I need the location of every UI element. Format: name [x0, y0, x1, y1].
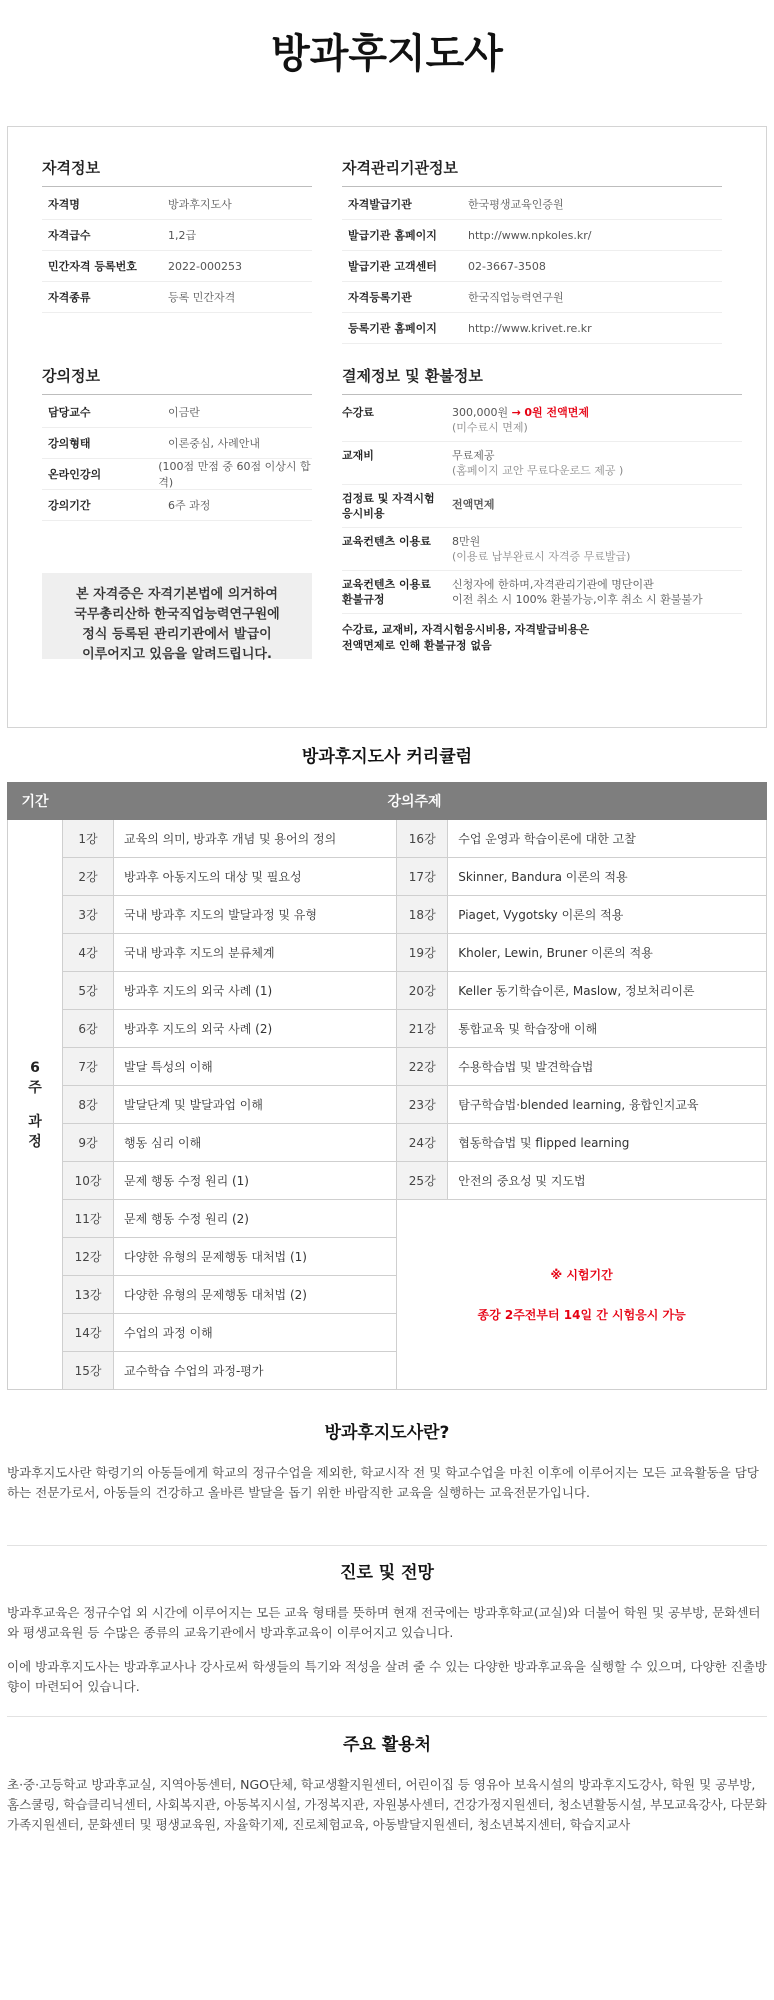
mgmt-info-title: 자격관리기관정보 [342, 157, 722, 187]
lecture-number: 18강 [397, 896, 448, 934]
lecture-info-row [42, 428, 312, 459]
notice-line: 국무총리산하 한국직업능력연구원에 [74, 607, 280, 622]
lecture-number: 11강 [63, 1200, 114, 1238]
lecture-subject: 수업의 과정 이해 [114, 1314, 397, 1352]
content-fee-note: (이용료 납부완료시 자격증 무료발급) [452, 550, 631, 563]
cert-info-row [42, 251, 312, 282]
divider [7, 1716, 767, 1717]
lecture-subject: Keller 동기학습이론, Maslow, 정보처리이론 [448, 972, 767, 1010]
exam-period-title: ※ 시험기간 [550, 1267, 613, 1282]
lecture-subject: 행동 심리 이해 [114, 1124, 397, 1162]
lecture-number: 6강 [63, 1010, 114, 1048]
lecture-subject: 발달 특성의 이해 [114, 1048, 397, 1086]
mgmt-info-label: 자격발급기관 [348, 198, 412, 211]
table-row [8, 896, 767, 934]
period-text: 주 [28, 1079, 42, 1096]
payment-note-line: 수강료, 교재비, 자격시험응시비용, 자격발급비용은 [342, 623, 590, 636]
lecture-number: 10강 [63, 1162, 114, 1200]
exam-fee-value: 전액면제 [452, 498, 495, 511]
cert-info-section [42, 157, 312, 313]
curriculum-table [7, 782, 767, 1390]
cert-info-value: 등록 민간자격 [168, 291, 236, 304]
table-row [8, 1048, 767, 1086]
table-row [8, 972, 767, 1010]
table-row [8, 1162, 767, 1200]
content-fee-label: 교육컨텐츠 이용료 [342, 535, 431, 548]
lecture-subject: 국내 방과후 지도의 분류체계 [114, 934, 397, 972]
lecture-subject: 탐구학습법·blended learning, 융합인지교육 [448, 1086, 767, 1124]
usage-section [7, 1730, 767, 1835]
lecture-number: 19강 [397, 934, 448, 972]
payment-title: 결제정보 및 환불정보 [342, 365, 742, 395]
period-text: 과 [28, 1113, 42, 1130]
lecture-info-row [42, 459, 312, 490]
lecture-subject: 협동학습법 및 flipped learning [448, 1124, 767, 1162]
curriculum-title: 방과후지도사 커리큘럼 [301, 747, 473, 767]
lecture-subject: 문제 행동 수정 원리 (1) [114, 1162, 397, 1200]
refund-label-line: 환불규정 [342, 593, 385, 606]
fee-value [452, 405, 589, 435]
fee-discount: 0원 전액면제 [524, 406, 589, 419]
lecture-number: 24강 [397, 1124, 448, 1162]
mgmt-info-row [342, 251, 722, 282]
table-row [8, 820, 767, 858]
lecture-subject: 수용학습법 및 발견학습법 [448, 1048, 767, 1086]
refund-row [342, 571, 742, 614]
lecture-subject: 문제 행동 수정 원리 (2) [114, 1200, 397, 1238]
divider [7, 1545, 767, 1546]
exam-fee-label-line: 응시비용 [342, 507, 385, 520]
lecture-number: 14강 [63, 1314, 114, 1352]
fee-original: 300,000원 [452, 406, 509, 419]
period-header: 기간 [8, 783, 63, 820]
lecture-number: 25강 [397, 1162, 448, 1200]
lecture-number: 13강 [63, 1276, 114, 1314]
table-row [8, 858, 767, 896]
cert-info-row [42, 282, 312, 313]
lecture-subject: 수업 운영과 학습이론에 대한 고찰 [448, 820, 767, 858]
cert-info-rows [42, 189, 312, 313]
lecture-number: 22강 [397, 1048, 448, 1086]
lecture-info-row [42, 490, 312, 521]
arrow-icon: → [511, 406, 521, 419]
content-fee-value [452, 534, 630, 564]
cert-info-label: 자격급수 [48, 229, 91, 242]
usage-body: 초·중·고등학교 방과후교실, 지역아동센터, NGO단체, 학교생활지원센터, 어린이집 등 영유아 보육시설의 방과후지도강사, 학원 및 공부방, 홈스쿨링, 학습클리닉센터, 사회복지관, 아동복지시설, 가정복지관, 자원봉사센터, 건강가정지원센터, 청소년활동시설, 부모교육강사, 다문화가족지원센터, 문화센터 및 평생교육원, 자율학기제, 진로체험교육, 아동발달지원센터, 청소년복지센터, 학습지교사 [7, 1777, 767, 1832]
lecture-subject: 통합교육 및 학습장애 이해 [448, 1010, 767, 1048]
mgmt-info-rows [342, 189, 722, 344]
lecture-number: 1강 [63, 820, 114, 858]
subject-header: 강의주제 [63, 783, 767, 820]
lecture-info-row [42, 397, 312, 428]
exam-period-cell [397, 1200, 767, 1390]
table-row [8, 1200, 767, 1238]
fee-label: 수강료 [342, 406, 374, 419]
exam-fee-label [342, 491, 452, 521]
lecture-info-title: 강의정보 [42, 365, 312, 395]
mgmt-info-value: 한국직업능력연구원 [468, 291, 564, 304]
lecture-number: 4강 [63, 934, 114, 972]
refund-label [342, 577, 452, 607]
career-body-1: 방과후교육은 정규수업 외 시간에 이루어지는 모든 교육 형태를 뜻하며 현재 전국에는 방과후학교(교실)와 더불어 학원 및 공부방, 문화센터와 평생교육원 등 수많은 종류의 교육기관에서 방과후교육이 이루어지고 있습니다. [7, 1605, 761, 1640]
mgmt-info-row [342, 313, 722, 344]
about-body: 방과후지도사란 학령기의 아동들에게 학교의 정규수업을 제외한, 학교시작 전 및 학교수업을 마친 이후에 이루어지는 모든 교육활동을 담당하는 전문가로서, 아동들의 건강하고 올바른 발달을 돕기 위한 바람직한 교육을 실행하는 교육전문가입니다. [7, 1465, 759, 1500]
info-box [7, 126, 767, 728]
notice-line: 정식 등록된 관리기관에서 발급이 [82, 627, 272, 642]
refund-label-line: 교육컨텐츠 이용료 [342, 578, 431, 591]
lecture-subject: Piaget, Vygotsky 이론의 적용 [448, 896, 767, 934]
lecture-number: 8강 [63, 1086, 114, 1124]
lecture-subject: 다양한 유형의 문제행동 대처법 (1) [114, 1238, 397, 1276]
table-row [8, 1010, 767, 1048]
period-text: 정 [28, 1133, 42, 1150]
mgmt-info-label: 발급기관 홈페이지 [348, 229, 437, 242]
lecture-number: 15강 [63, 1352, 114, 1390]
payment-note [342, 614, 742, 654]
lecture-number: 12강 [63, 1238, 114, 1276]
table-row [8, 934, 767, 972]
lecture-number: 17강 [397, 858, 448, 896]
period-cell [8, 820, 63, 1390]
lecture-subject: 국내 방과후 지도의 발달과정 및 유형 [114, 896, 397, 934]
mgmt-info-row [342, 189, 722, 220]
exam-fee-label-line: 검정료 및 자격시험 [342, 492, 435, 505]
table-row [8, 1086, 767, 1124]
payment-section [342, 365, 742, 654]
lecture-info-label: 강의형태 [48, 437, 91, 450]
curriculum-header-row [8, 783, 767, 820]
lecture-subject: 방과후 아동지도의 대상 및 필요성 [114, 858, 397, 896]
refund-value-line: 이전 취소 시 100% 환불가능,이후 취소 시 환불불가 [452, 593, 703, 606]
lecture-number: 3강 [63, 896, 114, 934]
lecture-subject: 교육의 의미, 방과후 개념 및 용어의 정의 [114, 820, 397, 858]
content-fee-main: 8만원 [452, 535, 481, 548]
cert-info-value: 2022-000253 [168, 259, 242, 273]
notice-box [42, 573, 312, 662]
career-section [7, 1558, 767, 1697]
about-title: 방과후지도사란? [324, 1423, 450, 1443]
fee-row [342, 399, 742, 442]
lecture-info-label: 담당교수 [48, 406, 91, 419]
mgmt-info-value: http://www.npkoles.kr/ [468, 228, 592, 242]
cert-info-label: 자격명 [48, 198, 80, 211]
career-title: 진로 및 전망 [340, 1563, 434, 1583]
lecture-number: 9강 [63, 1124, 114, 1162]
mgmt-info-value: 02-3667-3508 [468, 259, 546, 273]
lecture-info-label: 온라인강의 [48, 468, 102, 481]
mgmt-info-row [342, 220, 722, 251]
notice-line: 이루어지고 있음을 알려드립니다. [82, 647, 272, 662]
lecture-subject: 방과후 지도의 외국 사례 (2) [114, 1010, 397, 1048]
lecture-number: 21강 [397, 1010, 448, 1048]
lecture-info-value: 이론중심, 사례안내 [168, 437, 261, 450]
cert-info-title: 자격정보 [42, 157, 312, 187]
usage-title: 주요 활용처 [342, 1735, 432, 1755]
mgmt-info-label: 자격등록기관 [348, 291, 412, 304]
lecture-info-rows [42, 397, 312, 521]
lecture-subject: 방과후 지도의 외국 사례 (1) [114, 972, 397, 1010]
table-row [8, 1124, 767, 1162]
payment-note-line: 전액면제로 인해 환불규정 없음 [342, 639, 492, 652]
lecture-number: 5강 [63, 972, 114, 1010]
lecture-subject: Skinner, Bandura 이론의 적용 [448, 858, 767, 896]
lecture-number: 23강 [397, 1086, 448, 1124]
fee-note: (미수료시 면제) [452, 421, 528, 434]
material-value [452, 448, 623, 478]
lecture-number: 16강 [397, 820, 448, 858]
content-fee-row [342, 528, 742, 571]
mgmt-info-section [342, 157, 722, 344]
lecture-info-value: 6주 과정 [168, 499, 211, 512]
cert-info-row [42, 189, 312, 220]
cert-info-value: 1,2급 [168, 229, 197, 242]
mgmt-info-label: 등록기관 홈페이지 [348, 322, 437, 335]
material-value-note: (홈페이지 교안 무료다운로드 제공 ) [452, 464, 624, 477]
cert-info-value: 방과후지도사 [168, 198, 232, 211]
mgmt-info-value: http://www.krivet.re.kr [468, 321, 592, 335]
lecture-subject: 교수학습 수업의 과정-평가 [114, 1352, 397, 1390]
period-text: 6 [30, 1059, 40, 1076]
cert-info-label: 민간자격 등록번호 [48, 260, 137, 273]
notice-line: 본 자격증은 자격기본법에 의거하여 [76, 587, 278, 602]
mgmt-info-value: 한국평생교육인증원 [468, 198, 564, 211]
lecture-number: 2강 [63, 858, 114, 896]
lecture-subject: Kholer, Lewin, Bruner 이론의 적용 [448, 934, 767, 972]
about-section [7, 1418, 767, 1503]
cert-info-label: 자격종류 [48, 291, 91, 304]
lecture-info-label: 강의기간 [48, 499, 91, 512]
exam-period-desc: 종강 2주전부터 14일 간 시험응시 가능 [477, 1307, 686, 1322]
mgmt-info-row [342, 282, 722, 313]
lecture-info-section [42, 365, 312, 521]
material-row [342, 442, 742, 485]
refund-value-line: 신청자에 한하며,자격관리기관에 명단이관 [452, 578, 654, 591]
lecture-number: 7강 [63, 1048, 114, 1086]
refund-value [452, 577, 703, 607]
material-label: 교재비 [342, 449, 374, 462]
lecture-number: 20강 [397, 972, 448, 1010]
material-value-main: 무료제공 [452, 449, 495, 462]
lecture-info-value: (100점 만점 중 60점 이상시 합격) [158, 460, 311, 489]
exam-fee-row [342, 485, 742, 528]
cert-info-row [42, 220, 312, 251]
mgmt-info-label: 발급기관 고객센터 [348, 260, 437, 273]
career-body-2: 이에 방과후지도사는 방과후교사나 강사로써 학생들의 특기와 적성을 살려 줄 수 있는 다양한 방과후교육을 실행할 수 있으며, 다양한 진출방향이 마련되어 있습니다. [7, 1659, 767, 1694]
lecture-subject: 다양한 유형의 문제행동 대처법 (2) [114, 1276, 397, 1314]
lecture-info-value: 이금란 [168, 406, 200, 419]
lecture-subject: 발달단계 및 발달과업 이해 [114, 1086, 397, 1124]
page-title: 방과후지도사 [271, 31, 503, 77]
lecture-subject: 안전의 중요성 및 지도법 [448, 1162, 767, 1200]
